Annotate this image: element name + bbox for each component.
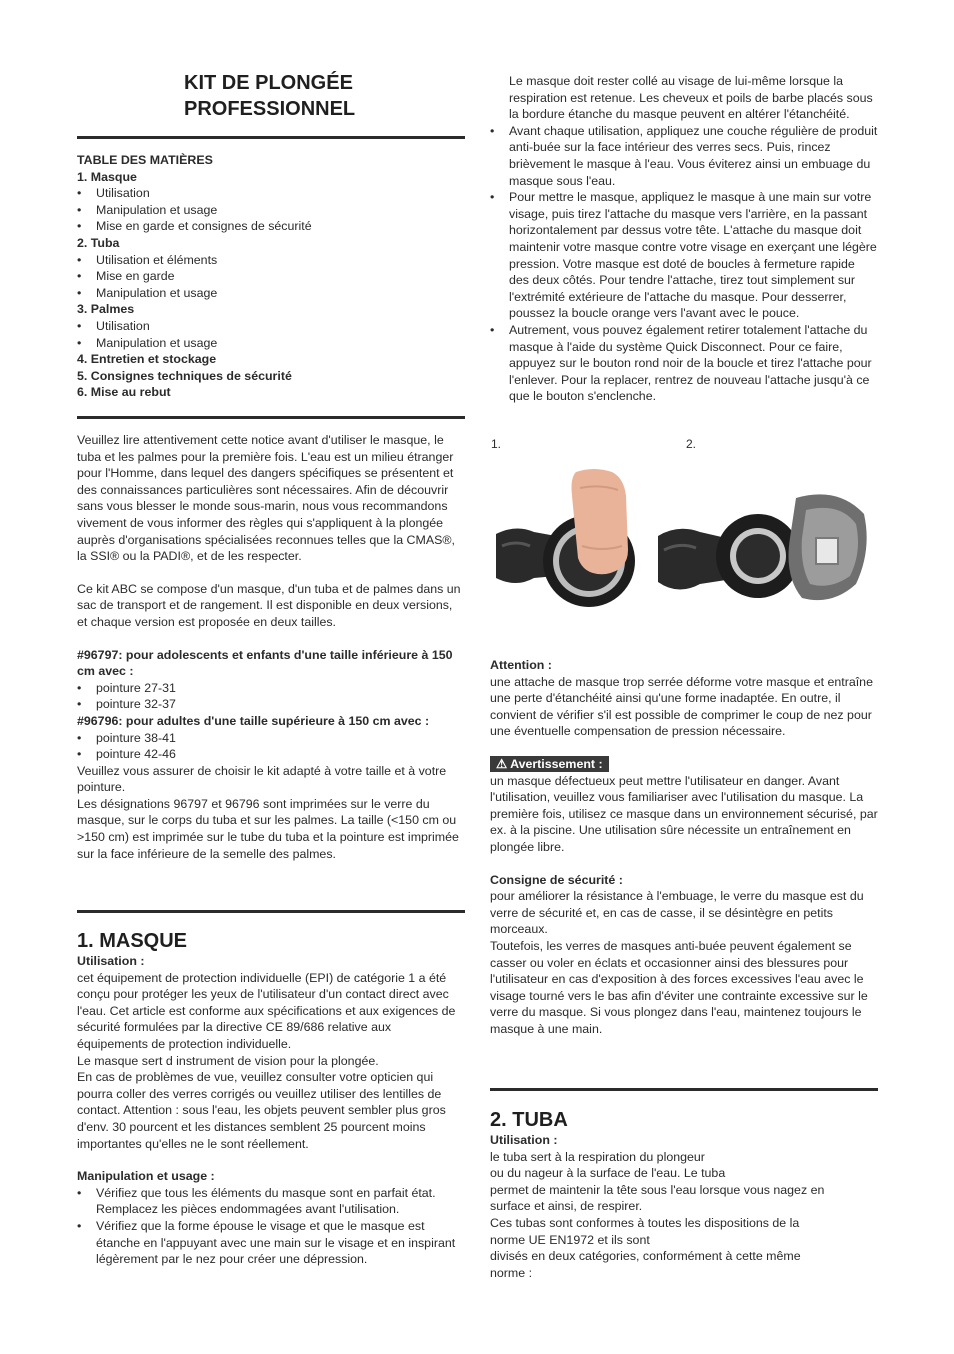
subheading: Utilisation : [77,954,145,968]
toc-item: 6. Mise au rebut [77,385,171,400]
warning-text: un masque défectueux peut mettre l'utilisateur en danger. Avant l'utilisation, veuillez vous familiariser avec l'utilisation du masque. La première fois, utilisez ce masque dans un environnement sécurisé, par ex. à la piscine. Une utilisation sûre nécessite un entraînement en plongée libre. [490,773,878,854]
document-title [184,70,355,122]
version-item: • pointure 38-41 [77,730,465,747]
title-line-2: PROFESSIONNEL [184,98,356,120]
paragraph-line: Ces tubas sont conformes à toutes les dispositions de la [490,1215,800,1230]
paragraph-line: permet de maintenir la tête sous l'eau lorsque vous nagez en [490,1182,825,1197]
image-label-2: 2. [686,437,697,451]
toc-item: 3. Palmes [77,302,135,317]
toc-item: • Utilisation [77,318,465,335]
divider [77,416,465,419]
safety-text: pour améliorer la résistance à l'embuage, le verre du masque est du verre de sécurité et, en cas de casse, il se désintègre en petits morceaux. [490,889,864,937]
toc-heading: TABLE DES MATIÈRES [77,153,213,167]
intro-paragraph: Veuillez vous assurer de choisir le kit adapté à votre taille et à votre pointure. [77,763,447,795]
attention-label: Attention : [490,658,552,672]
bullet-item: • Pour mettre le masque, appliquez le masque à une main sur votre visage, puis tirez l'attache du masque vers l'arrière, en la passant horizontalement par dessus votre tête. L'attache du masque doit maintenir votre masque contre votre visage en exerçant une légère pression. Votre masque est doté de boucles à fermeture rapide des deux côtés. Pour tendre l'attache, tirez tout simplement sur l'extrémité extérieure de l'attache du masque. Pour desserrer, poussez la boucle orange vers l'avant avec le pouce. [490,189,878,322]
intro-paragraph: Les désignations 96797 et 96796 sont imprimées sur le verre du masque, sur le corps du tuba et sur les palmes. La taille (<150 cm ou >150 cm) est imprimée sur le tube du tuba et la pointure est imprimée sur la face inférieure de la semelle des palmes. [77,796,459,861]
paragraph-line: le tuba sert à la respiration du plongeur [490,1149,705,1164]
paragraph-line: norme : [490,1265,533,1280]
toc-item: 2. Tuba [77,235,120,250]
warning-badge: ⚠ Avertissement : [490,756,609,772]
toc-item: • Manipulation et usage [77,202,465,219]
bullet-item: • Avant chaque utilisation, appliquez une couche régulière de produit anti-buée sur la face intérieur des verres secs. Puis, rincez brièvement le masque à l'eau. Vous éviterez ainsi un embuage du masque sous l'eau. [490,123,878,189]
toc-item: 1. Masque [77,169,137,184]
image-label-1: 1. [491,437,502,451]
divider [77,910,465,913]
toc-item: • Manipulation et usage [77,285,465,302]
paragraph-line: norme UE EN1972 et ils sont [490,1232,650,1247]
bullet-item: • Vérifiez que la forme épouse le visage et que le masque est étanche en l'appuyant avec une main sur le visage et en inspirant légèrement par le nez pour créer une dépression. [77,1218,465,1268]
safety-label: Consigne de sécurité : [490,872,623,887]
version-heading: #96797: pour adolescents et enfants d'une taille inférieure à 150 cm avec : [77,647,453,679]
toc-item: • Utilisation [77,185,465,202]
bullet-item: • Vérifiez que tous les éléments du masque sont en parfait état. Remplacez les pièces endommagées avant l'utilisation. [77,1185,465,1218]
version-item: • pointure 32-37 [77,696,465,713]
subheading: Utilisation : [490,1133,558,1147]
title-line-1: KIT DE PLONGÉE [184,72,353,94]
right-column-top [490,73,878,405]
version-heading: #96796: pour adultes d'une taille supérieure à 150 cm avec : [77,713,430,728]
intro-section [77,432,465,862]
paragraph: cet équipement de protection individuelle (EPI) de catégorie 1 a été conçu pour protéger les yeux de l'utilisateur d'un contact direct avec l'eau. Cet article est conforme aux spécifications et aux exigences de sécurité formulées par la directive CE 89/686 relative aux équipements de protection individuelle. [77,970,456,1051]
paragraph-line: divisés en deux catégories, conformément à cette même [490,1249,801,1264]
paragraph-line: surface et ainsi, de respirer. [490,1199,643,1214]
toc-item: 5. Consignes techniques de sécurité [77,368,292,383]
version-item: • pointure 27-31 [77,680,465,697]
divider [490,1088,878,1091]
masque-section [77,929,465,1268]
version-item: • pointure 42-46 [77,746,465,763]
intro-paragraph: Veuillez lire attentivement cette notice avant d'utiliser le masque, le tuba et les palmes pour la première fois. L'eau est un milieu étranger pour l'Homme, dans lequel des dangers spécifiques se présentent et des connaissances particulières sont nécessaires. Afin de découvrir sans vous blesser le monde sous-marin, nous vous recommandons vivement de vous informer des règles qui s'appliquent à la plongée auprès d'organisations spécialisées reconnues telles que la CMAS®, la SSI® ou la PADI®, et de les respecter. [77,433,455,564]
paragraph: Le masque sert d instrument de vision pour la plongée. [77,1053,379,1068]
safety-text: Toutefois, les verres de masques anti-buée peuvent également se casser ou voler en éclats et occasionner ainsi des blessures pour l'utilisateur en cas d'exposition à des forces excessives l'eau avec le visage tourné vers le bas afin d'éviter une contrainte excessive sur le verre du masque. Si vous plongez dans l'eau, maintenez toujours le masque à une main. [490,938,868,1036]
intro-paragraph: Ce kit ABC se compose d'un masque, d'un tuba et de palmes dans un sac de transport et de rangement. Il est disponible en deux versions, et chaque version est proposée en deux tailles. [77,581,461,629]
section-title: 2. TUBA [490,1109,568,1131]
right-column-bottom [490,657,878,1037]
paragraph: En cas de problèmes de vue, veuillez consulter votre opticien qui pourra coller des verres corrigés ou veuillez utiliser des lentilles de contact. Attention : sous l'eau, les objets peuvent sembler plus gros d'env. 30 pourcent et les distances semblent 25 pourcent moins importantes qu'elles ne le sont réellement. [77,1070,446,1151]
divider [77,136,465,139]
mask-buckle-illustration-2 [656,480,870,610]
subheading: Manipulation et usage : [77,1169,215,1184]
bullet-item: • Autrement, vous pouvez également retirer totalement l'attache du masque à l'aide du système Quick Disconnect. Pour ce faire, appuyez sur le bouton rond noir de la boucle et tirez l'attache pour l'enlever. Pour la replacer, rentrez de nouveau l'attache jusqu'à ce que le bouton s'enclenche. [490,322,878,405]
table-of-contents [77,152,465,401]
toc-item: • Mise en garde et consignes de sécurité [77,218,465,235]
toc-item: 4. Entretien et stockage [77,352,217,367]
section-title: 1. MASQUE [77,930,188,952]
tuba-section [490,1108,878,1281]
toc-item: • Utilisation et éléments [77,252,465,269]
mask-buckle-illustration-1 [494,466,644,614]
toc-item: • Mise en garde [77,268,465,285]
paragraph: Le masque doit rester collé au visage de lui-même lorsque la respiration est retenue. Les cheveux et poils de barbe placés sous la bordure étanche du masque peuvent en altérer l'étanchéité. [509,74,873,122]
toc-item: • Manipulation et usage [77,335,465,352]
attention-text: une attache de masque trop serrée déforme votre masque et entraîne une perte d'étanchéité ainsi qu'une forme inadaptée. En outre, il convient de vérifier s'il est possible de comprimer le coup de nez pour une éventuelle compensation de pression nécessaire. [490,674,873,739]
paragraph-line: ou du nageur à la surface de l'eau. Le tuba [490,1166,726,1181]
